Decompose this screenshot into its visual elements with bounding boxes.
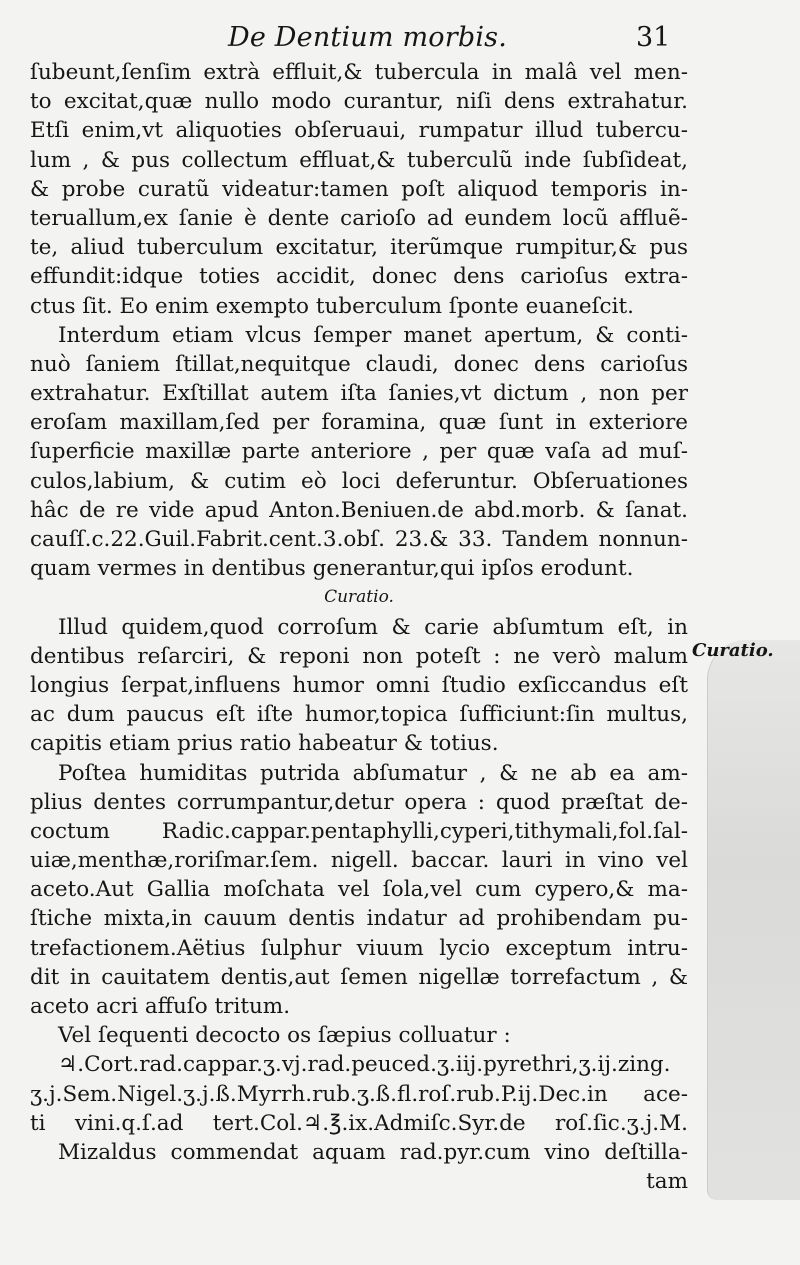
text-line: uiæ,menthæ,roriſmar.ſem. nigell. baccar. lauri in vino vel [30,848,688,874]
text-line: ctus ſit. Eo enim exempto tuberculum ſponte euaneſcit. [30,293,634,319]
text-line: effundit:idque toties accidit, donec dens carioſus extra- [30,264,688,290]
text-line: Poſtea humiditas putrida abſumatur , & ne ab ea am- [58,760,688,786]
text-line: cauſſ.c.22.Guil.Fabrit.cent.3.obſ. 23.& 33. Tandem nonnun- [30,527,688,552]
text-line: Mizaldus commendat aquam rad.pyr.cum vino deſtilla- [58,1139,688,1165]
page-damage [707,640,800,1200]
text-line: hâc de re vide apud Anton.Beniuen.de abd.morb. & ſanat. [30,497,688,523]
text-line: aceto acri affuſo tritum. [30,994,291,1019]
text-line: dentibus reſarciri, & reponi non poteſt : ne verò malum [30,643,688,669]
text-line: longius ſerpat,influens humor omni ſtudio exſiccandus eſt [30,672,688,698]
margin-note: Curatio. [692,640,774,661]
recipe-line: ♃.Cort.rad.cappar.ʒ.vj.rad.peuced.ʒ.iij.pyrethri,ʒ.ij.zing. [58,1052,671,1078]
recipe-line: ti vini.q.ſ.ad tert.Col.♃.℥.ix.Admiſc.Syr.de roſ.ſic.ʒ.j.M. [30,1110,688,1136]
text-line: coctum Radic.cappar.pentaphylli,cyperi,tithymali,fol.ſal- [30,818,688,844]
running-title: De Dentium morbis. [228,22,508,53]
text-line: plius dentes corrumpantur,detur opera : quod præſtat de- [30,789,688,815]
catchword-line: tam [646,1169,688,1195]
text-line: & probe curatũ videatur:tamen poſt aliquod temporis in- [30,176,688,202]
text-line: lum , & pus collectum effluat,& tuberculũ inde ſubſideat, [30,147,688,173]
text-line: culos,labium, & cutim eò loci deferuntur. Obſeruationes [30,468,688,494]
text-line: trefactionem.Aëtius ſulphur viuum lycio exceptum intru- [30,935,688,961]
text-line: Vel ſequenti decocto os ſæpius colluatur : [58,1023,511,1049]
text-line: te, aliud tuberculum excitatur, iterũmque rumpitur,& pus [30,235,688,261]
text-line: teruallum,ex ſanie è dente carioſo ad eundem locũ affluẽ- [30,205,688,231]
text-line: nuò ſaniem ſtillat,nequitque claudi, donec dens carioſus [30,351,688,377]
text-line: quam vermes in dentibus generantur,qui ipſos erodunt. [30,556,634,582]
text-line: Interdum etiam vlcus ſemper manet apertum, & conti- [58,322,688,348]
text-line: ſuperficie maxillæ parte anteriore , per quæ vaſa ad muſ- [30,439,688,465]
text-line: Illud quidem,quod corroſum & carie abſumtum eſt, in [58,614,688,640]
text-line: aceto.Aut Gallia moſchata vel ſola,vel cum cypero,& ma- [30,877,688,903]
recipe-line: ʒ.j.Sem.Nigel.ʒ.j.ß.Myrrh.rub.ʒ.ß.fl.roſ.rub.P.ij.Dec.in ace- [30,1081,688,1107]
body-text [30,58,688,1196]
page-number: 31 [636,22,671,53]
text-line: dit in cauitatem dentis,aut ſemen nigellæ torrefactum , & [30,964,688,990]
text-line: to excitat,quæ nullo modo curantur, niſi dens extrahatur. [30,89,688,115]
section-heading: Curatio. [324,587,394,608]
text-line: ſubeunt,ſenſim extrà effluit,& tubercula in malâ vel men- [30,60,688,85]
page-header [0,18,800,62]
text-line: ſtiche mixta,in cauum dentis indatur ad prohibendam pu- [30,906,688,932]
text-line: extrahatur. Exſtillat autem iſta ſanies,vt dictum , non per [30,381,688,407]
text-line: Etſi enim,vt aliquoties obſeruaui, rumpatur illud tubercu- [30,118,688,144]
text-line: capitis etiam prius ratio habeatur & totius. [30,731,499,757]
text-line: ac dum paucus eſt iſte humor,topica ſufficiunt:ſin multus, [30,702,688,728]
text-line: eroſam maxillam,ſed per foramina, quæ ſunt in exteriore [30,410,688,436]
